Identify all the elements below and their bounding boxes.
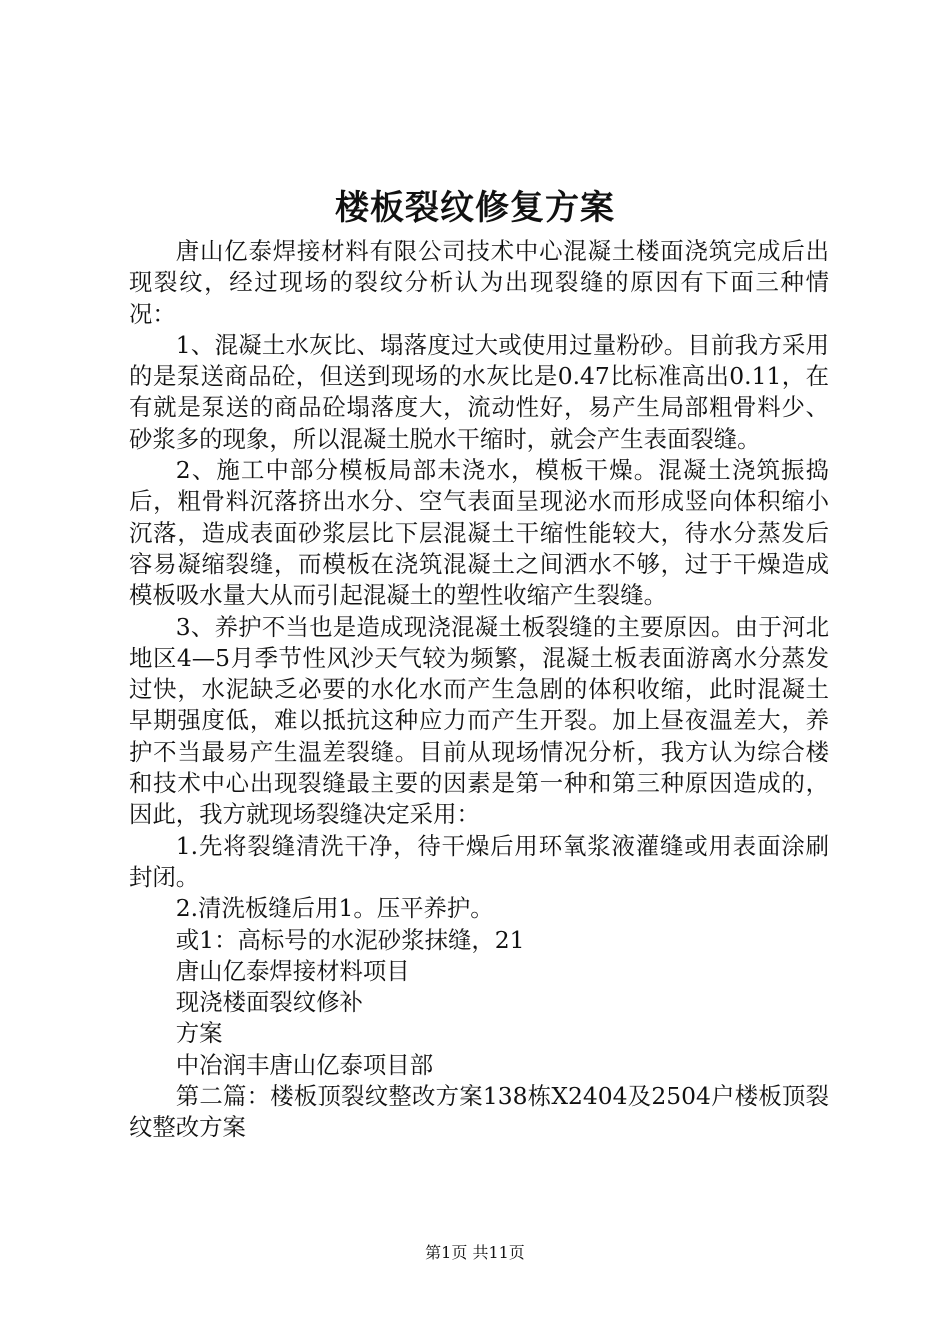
paragraph-cause-2: 2、施工中部分模板局部未浇水，模板干燥。混凝土浇筑振捣后，粗骨料沉落挤出水分、空气表面呈现泌水而形成竖向体积缩小沉落，造成表面砂浆层比下层混凝土干缩性能较大，待水分蒸发后容易凝缩裂缝，而模板在浇筑混凝土之间洒水不够，过于干燥造成模板吸水量大从而引起混凝土的塑性收缩产生裂缝。 xyxy=(129,456,829,610)
paragraph-step-2: 2.清洗板缝后用1。压平养护。 xyxy=(175,894,494,923)
page-footer: 第1页 共11页 xyxy=(425,1243,525,1262)
paragraph-step-1: 1.先将裂缝清洗干净，待干燥后用环氧浆液灌缝或用表面涂刷封闭。 xyxy=(129,831,829,891)
paragraph-second-article: 第二篇：楼板顶裂纹整改方案138栋X2404及2504户楼板顶裂纹整改方案 xyxy=(129,1082,829,1142)
paragraph-cause-1: 1、混凝土水灰比、塌落度过大或使用过量粉砂。目前我方采用的是泵送商品砼，但送到现场的水灰比是0.47比标准高出0.11，在有就是泵送的商品砼塌落度大，流动性好，易产生局部粗骨料少、砂浆多的现象，所以混凝土脱水干缩时，就会产生表面裂缝。 xyxy=(129,330,829,453)
paragraph-alternative: 或1：高标号的水泥砂浆抹缝，21 xyxy=(175,925,525,954)
paragraph-repair-title: 现浇楼面裂纹修补 xyxy=(175,988,363,1017)
paragraph-intro: 唐山亿泰焊接材料有限公司技术中心混凝土楼面浇筑完成后出现裂纹，经过现场的裂纹分析认为出现裂缝的原因有下面三种情况： xyxy=(129,237,829,328)
document-title: 楼板裂纹修复方案 xyxy=(335,188,615,228)
paragraph-department: 中冶润丰唐山亿泰项目部 xyxy=(175,1050,434,1079)
document-body xyxy=(129,236,829,1144)
paragraph-plan-label: 方案 xyxy=(175,1019,223,1048)
paragraph-cause-3: 3、养护不当也是造成现浇混凝土板裂缝的主要原因。由于河北地区4—5月季节性风沙天气较为频繁，混凝土板表面游离水分蒸发过快，水泥缺乏必要的水化水而产生急剧的体积收缩，此时混凝土早期强度低，难以抵抗这种应力而产生开裂。加上昼夜温差大，养护不当最易产生温差裂缝。目前从现场情况分析，我方认为综合楼和技术中心出现裂缝最主要的因素是第一种和第三种原因造成的，因此，我方就现场裂缝决定采用： xyxy=(129,612,829,829)
paragraph-project-name: 唐山亿泰焊接材料项目 xyxy=(175,956,410,985)
